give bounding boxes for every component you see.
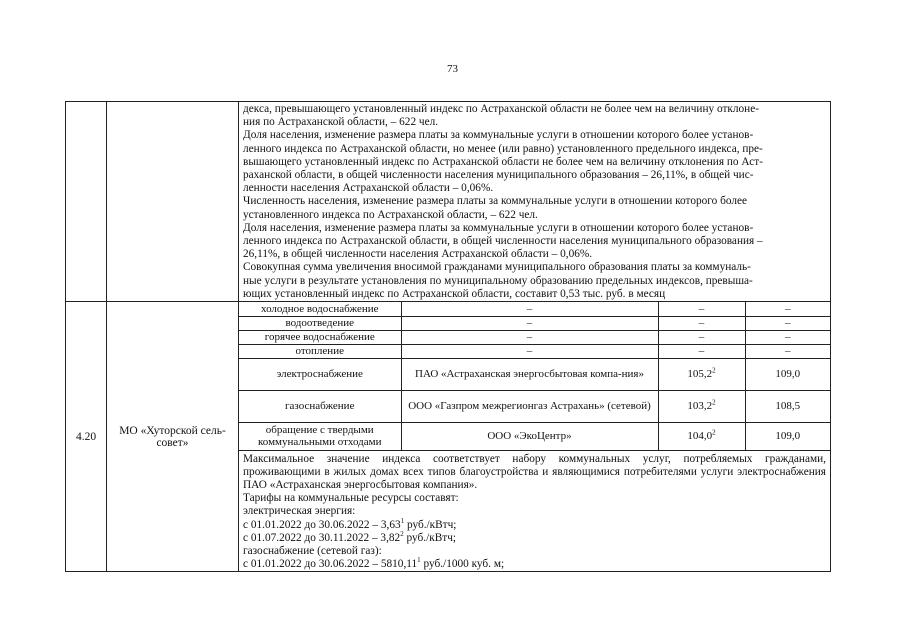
continuation-paragraph	[239, 102, 830, 301]
municipality-name: МО «Хуторской сель-совет»	[107, 302, 239, 572]
service-index: –	[658, 344, 745, 358]
service-row	[239, 422, 830, 450]
continuation-line: ния по Астраханской области, – 622 чел.	[243, 116, 439, 129]
service-index: –	[658, 316, 745, 330]
service-index: –	[658, 302, 745, 316]
continuation-line: ные услуги в результате установления по муниципальному образованию предельных индексов, превыша-	[243, 274, 753, 287]
service-provider: ООО «ЭкоЦентр»	[401, 422, 658, 450]
entry-row	[66, 302, 831, 572]
electric-tariff-2: с 01.07.2022 до 30.11.2022 – 3,82$^2$ руб./кВтч;	[243, 530, 457, 544]
service-max-index: 109,0	[745, 422, 830, 450]
service-provider: –	[401, 302, 658, 316]
continuation-line: Доля населения, изменение размера платы за коммунальные услуги в отношении которого более установ-	[243, 221, 754, 234]
continuation-row	[66, 102, 831, 302]
service-row	[239, 316, 830, 330]
service-row	[239, 358, 830, 390]
entry-content	[239, 302, 831, 572]
service-max-index: –	[745, 330, 830, 344]
service-name: водоотведение	[239, 316, 401, 330]
service-provider: –	[401, 316, 658, 330]
continuation-text	[239, 102, 831, 302]
service-index: 104,0$^2$	[658, 422, 745, 450]
service-provider: ПАО «Астраханская энергосбытовая компа-ния»	[401, 358, 658, 390]
service-max-index: –	[745, 316, 830, 330]
notes-block	[239, 451, 830, 572]
continuation-line: ющих установленный индекс по Астраханской области, составит 0,53 тыс. руб. в месяц	[243, 287, 666, 300]
tariffs-heading: Тарифы на коммунальные ресурсы составят:	[243, 492, 459, 505]
services-table	[239, 302, 830, 451]
page-number: 73	[447, 63, 458, 75]
service-index: –	[658, 330, 745, 344]
service-row	[239, 390, 830, 422]
continuation-line: раханской области, в общей численности населения муниципального образования – 26,11%, в общей чис-	[243, 169, 754, 182]
service-name: холодное водоснабжение	[239, 302, 401, 316]
electric-tariff-1: с 01.01.2022 до 30.06.2022 – 3,63$^1$ руб./кВтч;	[243, 516, 457, 531]
continuation-line: ленного индекса по Астраханской области, но менее (или равно) установленного предельного индекса, пре-	[243, 142, 763, 155]
service-provider: –	[401, 330, 658, 344]
continuation-line: Доля населения, изменение размера платы за коммунальные услуги в отношении которого более установ-	[243, 129, 754, 142]
service-row	[239, 344, 830, 358]
continuation-line: установленного индекса по Астраханской области, – 622 чел.	[243, 208, 538, 221]
service-row	[239, 302, 830, 316]
continuation-line: Численность населения, изменение размера платы за коммунальные услуги в отношении которого более	[243, 195, 748, 208]
service-max-index: –	[745, 302, 830, 316]
empty-number-cell	[66, 102, 107, 302]
service-name: обращение с твердыми коммунальными отходами	[239, 422, 401, 450]
notes-intro: Максимальное значение индекса соответствует набору коммунальных услуг, потребляемых гражданами, проживающими в жилых домах всех типов благоустройства и являющимися потребителями услуги электроснабжения ПАО «Астраханская энергосбытовая компания».	[243, 452, 826, 491]
service-name: отопление	[239, 344, 401, 358]
continuation-line: Совокупная сумма увеличения вносимой гражданами муниципального образования платы за коммуналь-	[243, 261, 751, 274]
service-row	[239, 330, 830, 344]
continuation-line: декса, превышающего установленный индекс по Астраханской области не более чем на величину отклоне-	[243, 103, 759, 115]
electric-heading: электрическая энергия:	[243, 505, 356, 518]
service-index: 103,2$^2$	[658, 390, 745, 422]
continuation-line: 26,11%, в общей численности населения Астраханской области – 0,06%.	[243, 248, 593, 261]
service-name: электроснабжение	[239, 358, 401, 390]
continuation-line: вышающего установленный индекс по Астраханской области не более чем на величину отклонения по Аст-	[243, 155, 763, 168]
service-provider: ООО «Газпром межрегионгаз Астрахань» (сетевой)	[401, 390, 658, 422]
index-table	[65, 101, 831, 572]
service-index: 105,2$^2$	[658, 358, 745, 390]
continuation-line: ленности населения Астраханской области – 0,06%.	[243, 182, 494, 195]
gas-tariff-1: с 01.01.2022 до 30.06.2022 – 5810,11$^1$ руб./1000 куб. м;	[243, 556, 505, 571]
empty-municipality-cell	[107, 102, 239, 302]
service-name: горячее водоснабжение	[239, 330, 401, 344]
gas-heading: газоснабжение (сетевой газ):	[243, 544, 382, 557]
service-name: газоснабжение	[239, 390, 401, 422]
service-provider: –	[401, 344, 658, 358]
service-max-index: –	[745, 344, 830, 358]
entry-number: 4.20	[66, 302, 107, 572]
service-max-index: 109,0	[745, 358, 830, 390]
continuation-line: ленного индекса по Астраханской области, в общей численности населения муниципального образования –	[243, 235, 763, 248]
service-max-index: 108,5	[745, 390, 830, 422]
